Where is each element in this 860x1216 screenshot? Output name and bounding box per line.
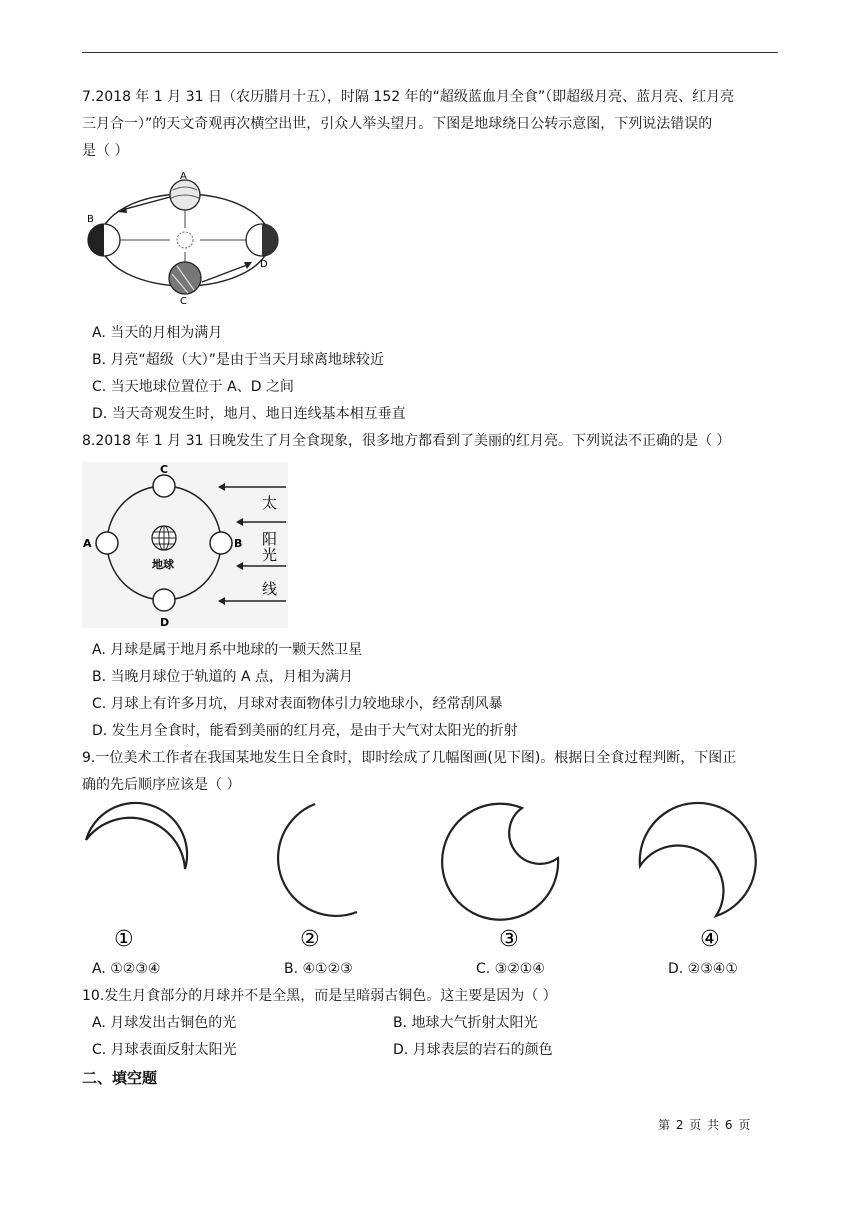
moon-d-icon [153,589,175,611]
q7-option-b[interactable]: B. 月亮“超级（大）”是由于当天月球离地球较近 [92,352,385,368]
q10-stem: 10.发生月食部分的月球并不是全黑，而是呈暗弱古铜色。这主要是因为（ ） [82,988,557,1004]
sun-icon [177,232,193,248]
q7-option-d[interactable]: D. 当天奇观发生时，地月、地日连线基本相互垂直 [92,406,406,422]
q8-option-a[interactable]: A. 月球是属于地月系中地球的一颗天然卫星 [92,642,363,658]
q8-option-d[interactable]: D. 发生月全食时，能看到美丽的红月亮，是由于大气对太阳光的折射 [92,723,518,739]
moon-b-icon [210,532,232,554]
figure-label-2: ② [300,927,320,952]
q7-stem-line1: 7.2018 年 1 月 31 日（农历腊月十五），时隔 152 年的“超级蓝血月全食”（即超级月亮、蓝月亮、红月亮 [82,89,735,105]
eclipse-3-icon [442,804,558,920]
q8-moon-orbit-diagram [82,462,288,628]
sunlight-label-4: 线 [262,580,278,598]
label-d: D [260,259,268,270]
q8-option-c[interactable]: C. 月球上有许多月坑，月球对表面物体引力较地球小，经常刮风暴 [92,696,503,712]
q9-stem-line2: 确的先后顺序应该是（ ） [82,777,241,793]
eclipse-figure-2 [262,800,374,950]
eclipse-figure-1 [80,800,192,950]
earth-label: 地球 [152,558,174,571]
sunlight-label-2: 阳 [262,530,278,548]
section-title: 二、填空题 [82,1069,158,1087]
q9-option-a[interactable]: A. ①②③④ [92,961,161,977]
crescent-1-icon [86,803,187,869]
orbit-arrow-head [118,206,127,213]
page-number: 第 2 页 共 6 页 [658,1118,752,1132]
label-d: D [160,616,170,629]
eclipse-4-icon [640,803,756,916]
orbit-arrow-cd [202,265,247,282]
q7-option-a[interactable]: A. 当天的月相为满月 [92,325,223,341]
eclipse-figure-4 [636,800,766,950]
sunlight-label-1: 太 [262,494,278,512]
q8-stem: 8.2018 年 1 月 31 日晚发生了月全食现象，很多地方都看到了美丽的红月亮。下列说法不正确的是（ ） [82,433,731,449]
q8-option-b[interactable]: B. 当晚月球位于轨道的 A 点，月相为满月 [92,669,353,685]
label-a: A [180,171,187,182]
sunlight-label-3: 光 [262,546,278,564]
label-a: A [83,537,92,550]
label-b: B [234,537,243,550]
q7-option-c[interactable]: C. 当天地球位置位于 A、D 之间 [92,379,294,395]
q7-orbit-diagram [82,170,292,310]
label-c: C [160,463,169,476]
q10-option-b[interactable]: B. 地球大气折射太阳光 [393,1015,538,1031]
moon-c-icon [153,475,175,497]
figure-label-1: ① [114,927,134,952]
q9-option-c[interactable]: C. ③②①④ [476,961,545,977]
q9-option-b[interactable]: B. ④①②③ [284,961,353,977]
label-c: C [180,296,187,307]
crescent-2-icon [278,804,357,916]
earth-globe-icon [152,526,176,550]
q10-option-c[interactable]: C. 月球表面反射太阳光 [92,1042,237,1058]
eclipse-figure-3 [444,800,574,950]
figure-label-3: ③ [499,927,519,952]
figure-label-4: ④ [700,927,720,952]
q7-stem-line2: 三月合一）”的天文奇观再次横空出世，引众人举头望月。下图是地球绕日公转示意图，下列说法错误的 [82,116,713,132]
label-b: B [87,214,94,225]
q10-option-a[interactable]: A. 月球发出古铜色的光 [92,1015,237,1031]
moon-a-icon [96,532,118,554]
header-rule [82,52,778,53]
q10-option-d[interactable]: D. 月球表层的岩石的颜色 [393,1042,553,1058]
q9-option-d[interactable]: D. ②③④① [668,961,738,977]
q7-stem-line3: 是（ ） [82,143,129,159]
q9-stem-line1: 9.一位美术工作者在我国某地发生日全食时，即时绘成了几幅图画(见下图)。根据日全食过程判断，下图正 [82,750,737,766]
